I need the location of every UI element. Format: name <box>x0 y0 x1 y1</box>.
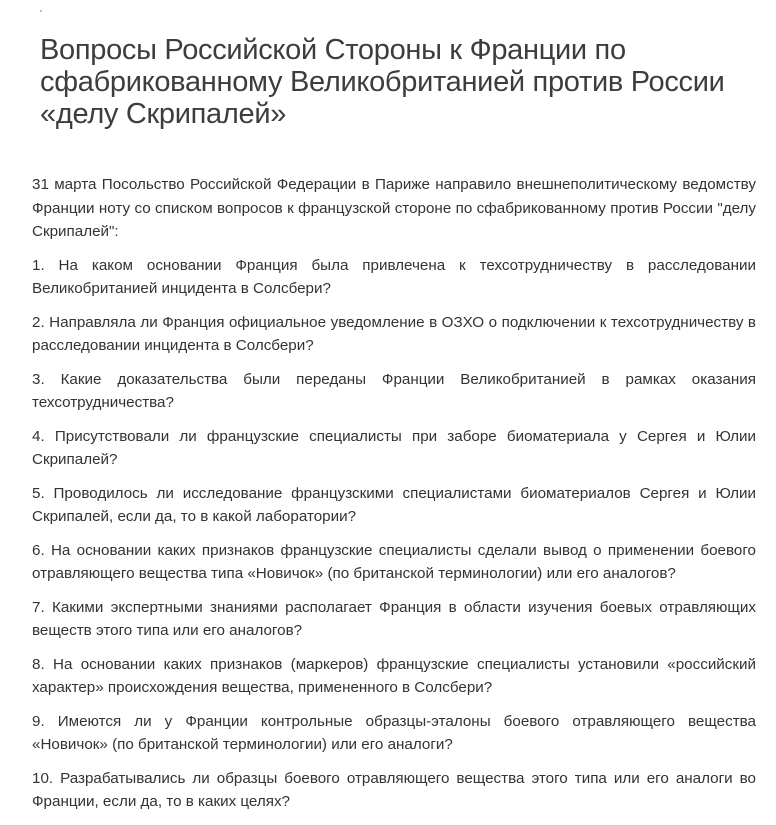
decorative-dot <box>40 10 42 12</box>
question-item: 9. Имеются ли у Франции контрольные образцы-эталоны боевого отравляющего вещества «Новичок» (по британской терминологии) или его аналоги? <box>32 712 756 753</box>
question-item: 7. Какими экспертными знаниями располагает Франция в области изучения боевых отравляющих веществ этого типа или его аналогов? <box>32 598 756 639</box>
question-item: 4. Присутствовали ли французские специалисты при заборе биоматериала у Сергея и Юлии Скрипалей? <box>32 427 756 468</box>
article-intro: 31 марта Посольство Российской Федерации в Париже направило внешнеполитическому ведомству Франции ноту со списком вопросов к французской стороне по сфабрикованному против России "делу Скрипалей": <box>32 176 756 240</box>
article-title: Вопросы Российской Стороны к Франции по сфабрикованному Великобританией против России «делу Скрипалей» <box>40 34 725 130</box>
question-item: 10. Разрабатывались ли образцы боевого отравляющего вещества этого типа или его аналоги во Франции, если да, то в каких целях? <box>32 769 756 810</box>
question-item: 3. Какие доказательства были переданы Франции Великобританией в рамках оказания техсотрудничества? <box>32 370 756 411</box>
question-item: 5. Проводилось ли исследование французскими специалистами биоматериалов Сергея и Юлии Скрипалей, если да, то в какой лаборатории? <box>32 484 756 525</box>
question-item: 8. На основании каких признаков (маркеров) французские специалисты установили «российский характер» происхождения вещества, примененного в Солсбери? <box>32 655 756 696</box>
question-item: 2. Направляла ли Франция официальное уведомление в ОЗХО о подключении к техсотрудничеству в расследовании инцидента в Солсбери? <box>32 313 756 354</box>
question-item: 6. На основании каких признаков французские специалисты сделали вывод о применении боевого отравляющего вещества типа «Новичок» (по британской терминологии) или его аналогов? <box>32 541 756 582</box>
article-body <box>32 173 756 814</box>
question-item: 1. На каком основании Франция была привлечена к техсотрудничеству в расследовании Великобританией инцидента в Солсбери? <box>32 256 756 297</box>
